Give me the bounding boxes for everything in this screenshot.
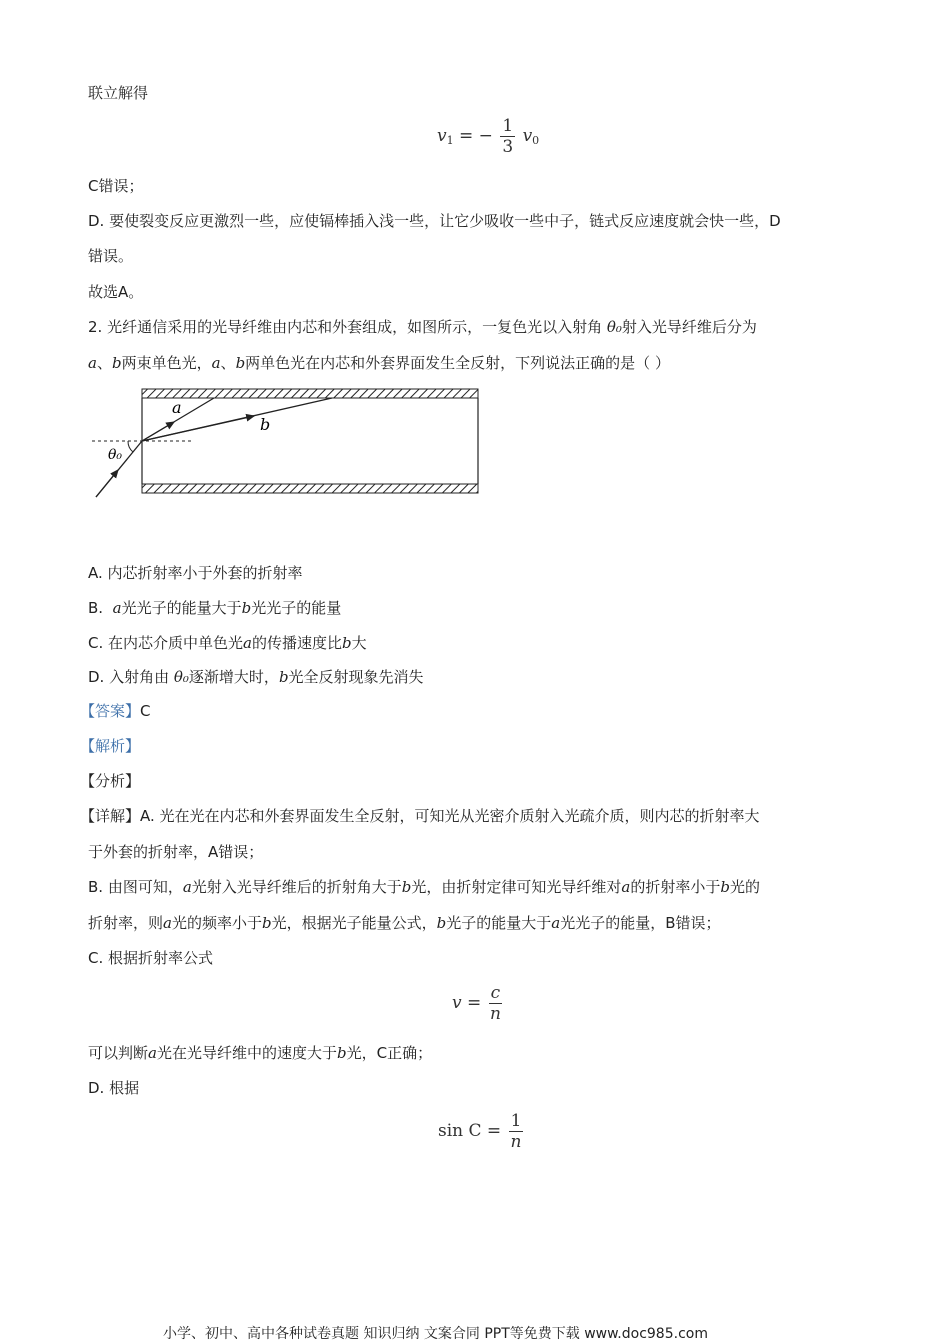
- question-stem: 2. 光纤通信采用的光导纤维由内芯和外套组成，如图所示，一复色光以入射角 θ₀射入光导纤维后分为: [88, 318, 757, 336]
- label-b: b: [260, 415, 271, 434]
- formula-v1: $v_1$ = − $\frac{1}{3}$ $v_0$: [437, 116, 540, 157]
- detail-line: 【详解】A. 光在光在内芯和外套界面发生全反射，可知光从光密介质射入光疏介质，则内芯的折射率大: [80, 807, 760, 825]
- detail-line: D. 根据: [88, 1079, 140, 1097]
- formula-sinc: sin C = $\frac{1}{n}$: [438, 1111, 522, 1152]
- label-theta0: θ₀: [108, 447, 123, 463]
- label-a: a: [172, 398, 182, 417]
- answer-line: 【答案】C: [80, 702, 151, 720]
- page-footer: 小学、初中、高中各种试卷真题 知识归纳 文案合同 PPT等免费下载 www.doc985.com: [163, 1326, 708, 1342]
- option-b: B. a光光子的能量大于b光光子的能量: [88, 599, 342, 617]
- text-line: 错误。: [88, 247, 134, 265]
- detail-line: 可以判断a光在光导纤维中的速度大于b光，C正确；: [88, 1044, 433, 1062]
- text-line: D. 要使裂变反应更激烈一些，应使镉棒插入浅一些，让它少吸收一些中子，链式反应速度就会快一些，D: [88, 212, 781, 230]
- text-line: 联立解得: [88, 84, 149, 102]
- text-line: C错误；: [88, 177, 144, 195]
- detail-line: 折射率，则a光的频率小于b光，根据光子能量公式，b光子的能量大于a光光子的能量，B错误；: [88, 914, 721, 932]
- detail-line: C. 根据折射率公式: [88, 949, 214, 967]
- detail-line: 于外套的折射率，A错误；: [88, 843, 264, 861]
- fenxi-label: 【分析】: [80, 772, 141, 790]
- option-a: A. 内芯折射率小于外套的折射率: [88, 564, 303, 582]
- analysis-label: 【解析】: [80, 737, 141, 755]
- optical-fiber-figure: [88, 380, 488, 505]
- option-c: C. 在内芯介质中单色光a的传播速度比b大: [88, 634, 367, 652]
- detail-line: B. 由图可知，a光射入光导纤维后的折射角大于b光，由折射定律可知光导纤维对a的折射率小于b光的: [88, 878, 761, 896]
- option-d: D. 入射角由 θ₀逐渐增大时，b光全反射现象先消失: [88, 668, 424, 686]
- cladding-bottom: [142, 484, 478, 493]
- text-line: 故选A。: [88, 283, 144, 301]
- formula-v-c-n: v = $\frac{c}{n}$: [452, 983, 501, 1024]
- cladding-top: [142, 389, 478, 398]
- question-stem: a、b两束单色光，a、b两单色光在内芯和外套界面发生全反射，下列说法正确的是（ ）: [88, 354, 670, 372]
